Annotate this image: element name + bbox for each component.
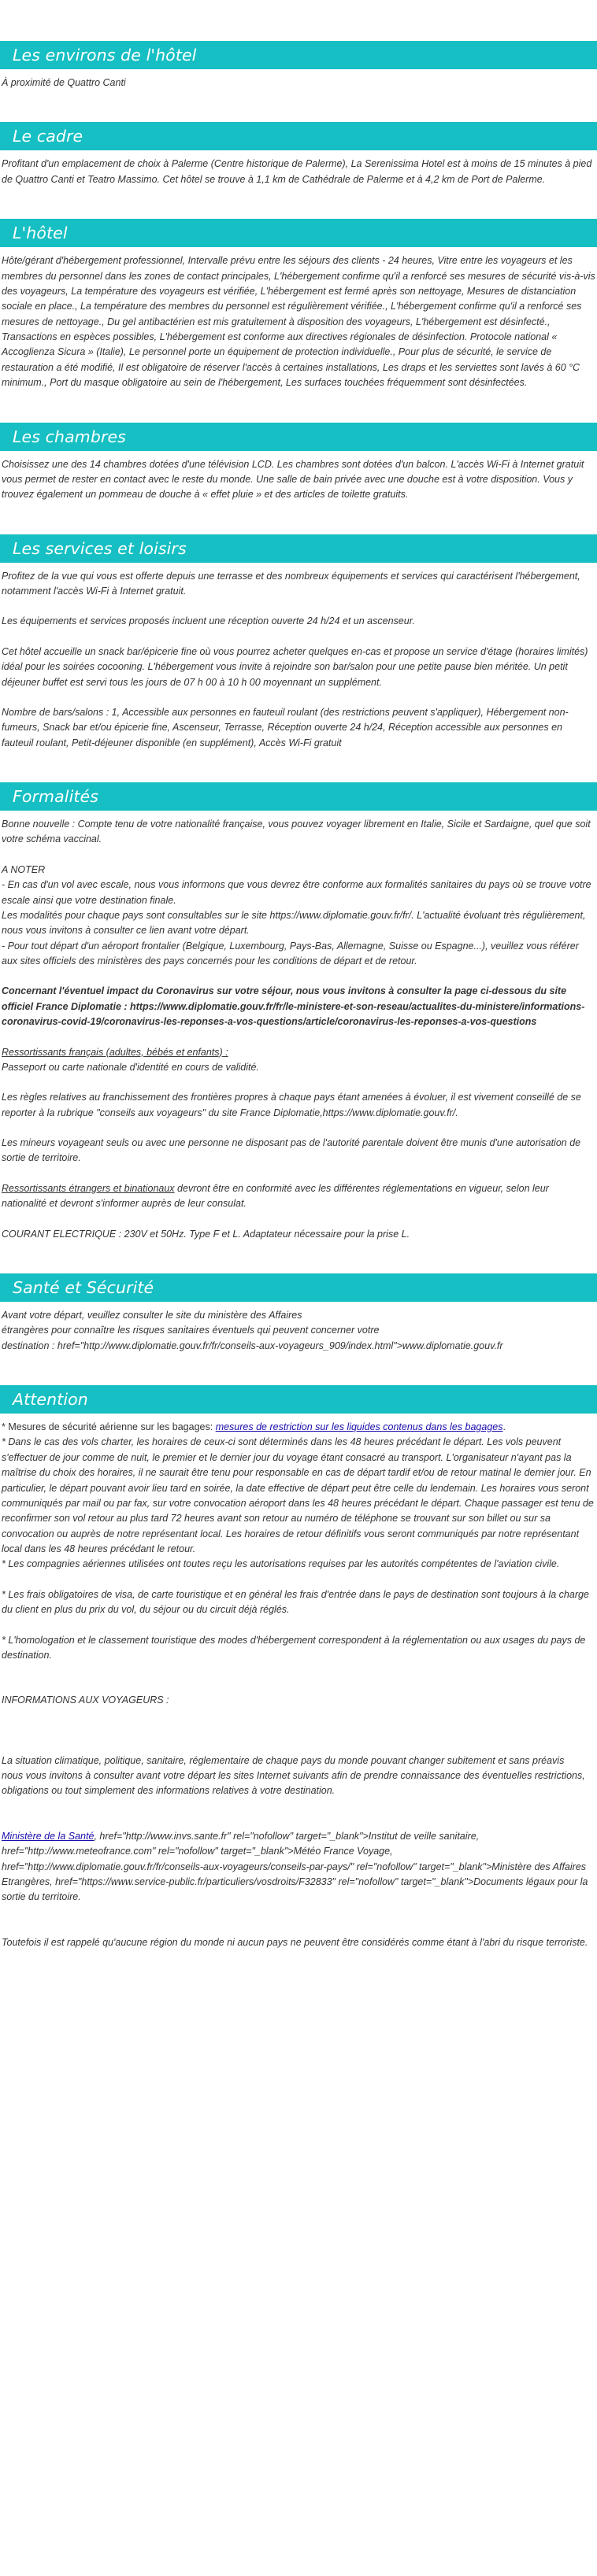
services-paragraph: Profitez de la vue qui vous est offerte depuis une terrasse et des nombreux équipements et services qui caractérisent l'hébergement, notamment l'accès Wi-Fi à Internet gratuit.	[2, 570, 580, 597]
formalites-intro: Bonne nouvelle : Compte tenu de votre nationalité française, vous pouvez voyager librement en Italie, Sicile et Sardaigne, quel que soit votre schéma vaccinal.	[2, 819, 591, 845]
foreign-nationals-title: Ressortissants étrangers et binationaux	[2, 1182, 175, 1194]
section-environs	[0, 41, 597, 91]
section-chambres	[0, 423, 597, 503]
travelers-info-title: INFORMATIONS AUX VOYAGEURS :	[2, 1695, 169, 1706]
travelers-info-text: nous vous invitons à consulter avant votre départ les sites Internet suivants afin de prendre connaissance des éventuelles restrictions, obligations ou tout simplement des informations relatives à votre destination.	[2, 1770, 585, 1797]
travelers-info-text: La situation climatique, politique, sanitaire, réglementaire de chaque pays du monde pouvant changer subitement et sans préavis	[2, 1754, 565, 1766]
cadre-text: Profitant d'un emplacement de choix à Palerme (Centre historique de Palerme), La Serenissima Hotel est à moins de 15 minutes à pied de Quattro Canti et Teatro Massimo. Cet hôtel se trouve à 1,1 km de Cathédrale de Palerme et à 4,2 km de Port de Palerme.	[2, 158, 592, 185]
health-ministry-link[interactable]: Ministère de la Santé	[2, 1830, 95, 1842]
section-title: Formalités	[0, 782, 597, 811]
services-paragraph: Les équipements et services proposés incluent une réception ouverte 24 h/24 et un ascenseur.	[2, 615, 415, 627]
attention-bullet: * Les frais obligatoires de visa, de carte touristique et en général les frais d'entrée dans le pays de destination sont toujours à la charge du client en plus du prix du vol, du séjour ou du circuit déjà réglés.	[2, 1588, 589, 1616]
section-title: Les chambres	[0, 423, 597, 451]
attention-bullet-end: .	[502, 1421, 506, 1432]
section-cadre	[0, 122, 597, 187]
note-line: Les modalités pour chaque pays sont consultables sur le site https://www.diplomatie.gouv.fr/fr/. L'actualité évoluant très régulièrement, nous vous invitons à consulter ce lien avant votre départ.	[2, 909, 586, 937]
covid-notice: Concernant l'éventuel impact du Coronavirus sur votre séjour, nous vous invitons à consulter la page ci-dessous du site officiel France Diplomatie : https://www.diplomatie.gouv.fr/fr/le-ministere-et-son-reseau/actualites-du-ministere/informations-coronavirus-covid-19/coronavirus-les-reponses-a-vos-questions/article/coronavirus-les-reponses-a-vos-questions	[2, 985, 585, 1028]
note-title: A NOTER	[2, 863, 46, 875]
section-title: Les services et loisirs	[0, 534, 597, 563]
note-line: - En cas d'un vol avec escale, nous vous informons que vous devrez être conforme aux formalités sanitaires du pays où se trouve votre escale ainsi que votre destination finale.	[2, 879, 591, 906]
electric-current-text: COURANT ELECTRIQUE : 230V et 50Hz. Type F et L. Adaptateur nécessaire pour la prise L.	[2, 1228, 410, 1240]
sante-line: étrangères pour connaître les risques sanitaires éventuels qui peuvent concerner votre	[2, 1325, 380, 1336]
section-title: Santé et Sécurité	[0, 1273, 597, 1302]
section-title: L'hôtel	[0, 219, 597, 247]
useful-links-text: , href="http://www.invs.sante.fr" rel="nofollow" target="_blank">Institut de veille sanitaire, href="http://www.meteofrance.com" rel="nofollow" target="_blank">Météo France Voyage, href="http://www.diplomatie.gouv.fr/fr/conseils-aux-voyageurs/conseils-par-pays/" rel="nofollow" target="_blank">Ministère des Affaires Etrangères, href="https://www.service-public.fr/particuliers/vosdroits/F32833" rel="nofollow" target="_blank">Documents légaux pour la sortie du territoire.	[2, 1830, 588, 1903]
section-title: Attention	[0, 1385, 597, 1414]
section-services	[0, 534, 597, 751]
section-sante	[0, 1273, 597, 1354]
environs-text: À proximité de Quattro Canti	[2, 77, 126, 88]
section-attention	[0, 1385, 597, 1950]
liquids-restriction-link[interactable]: mesures de restriction sur les liquides contenus dans les bagages	[215, 1421, 503, 1432]
minors-text: Les mineurs voyageant seuls ou avec une personne ne disposant pas de l'autorité parentale doivent être munis d'une autorisation de sortie de territoire.	[2, 1137, 581, 1164]
attention-bullet: * Dans le cas des vols charter, les horaires de ceux-ci sont déterminés dans les 48 heures précédant le départ. Les vols peuvent s'effectuer de jour comme de nuit, le premier et le dernier jour du voyage étant consacré au transport. L'organisateur n'ayant pas la maîtrise du choix des horaires, il ne saurait être tenu pour responsable en cas de départ tardif et/ou de retour matinal le dernier jour. En particulier, le départ pouvant avoir lieu tard en soirée, la date effective de départ peut être celle du lendemain. Les horaires vous seront communiqués par mail ou par fax, sur votre convocation aéroport dans les 48 heures précédant le départ. Chaque passager est tenu de reconfirmer son vol retour au plus tard 72 heures avant son retour au numéro de téléphone se trouvant sur son billet ou sur sa convocation ou auprès de notre représentant local. Les horaires de retour définitifs vous seront communiqués par notre représentant local dans les 48 heures précédant le retour.	[2, 1436, 594, 1554]
sante-line: Avant votre départ, veuillez consulter le site du ministère des Affaires	[2, 1309, 302, 1321]
section-title: Les environs de l'hôtel	[0, 41, 597, 69]
terrorism-notice: Toutefois il est rappelé qu'aucune région du monde ni aucun pays ne peuvent être considérés comme étant à l'abri du risque terroriste.	[2, 1936, 588, 1948]
chambres-text: Choisissez une des 14 chambres dotées d'une télévision LCD. Les chambres sont dotées d'un balcon. L'accès Wi-Fi à Internet gratuit vous permet de rester en contact avec le reste du monde. Une salle de bain privée avec une douche est à votre disposition. Vous y trouvez également un pommeau de douche à « effet pluie » et des articles de toilette gratuits.	[2, 458, 584, 501]
services-paragraph: Cet hôtel accueille un snack bar/épicerie fine où vous pourrez acheter quelques en-cas et propose un service d'étage (horaires limités) idéal pour les soirées cocooning. L'hébergement vous invite à rejoindre son bar/salon pour une petite pause bien méritée. Un petit déjeuner buffet est servi tous les jours de 07 h 00 à 10 h 00 moyennant un supplément.	[2, 645, 588, 688]
section-hotel	[0, 219, 597, 390]
useful-links	[2, 1829, 595, 1905]
attention-bullet	[2, 1420, 595, 1435]
attention-bullet-text: * Mesures de sécurité aérienne sur les bagages:	[2, 1421, 216, 1432]
section-title: Le cadre	[0, 122, 597, 150]
foreign-nationals-body: devront être en conformité avec les différentes réglementations en vigueur, selon leur nationalité et devront s'informer auprès de leur consulat.	[2, 1182, 549, 1210]
note-line: - Pour tout départ d'un aéroport frontalier (Belgique, Luxembourg, Pays-Bas, Allemagne, Suisse ou Espagne...), veuillez vous référer aux sites officiels des ministères des pays concernés pour les conditions de départ et de retour.	[2, 940, 579, 966]
hotel-text: Hôte/gérant d'hébergement professionnel, Intervalle prévu entre les séjours des clients - 24 heures, Vitre entre les voyageurs et les membres du personnel dans les zones de contact principales, L'hébergement confirme qu'il a renforcé ses mesures de sécurité vis-à-vis des voyageurs, La température des voyageurs est vérifiée, L'hébergement est fermé après son nettoyage, Mesures de distanciation sociale en place., La température des membres du personnel est régulièrement vérifiée., L'hébergement confirme qu'il a renforcé ses mesures de nettoyage., Du gel antibactérien est mis gratuitement à disposition des voyageurs, L'hébergement est désinfecté., Transactions en espèces possibles, L'hébergement est conforme aux directives régionales de désinfection. Protocole national « Accoglienza Sicura » (Italie), Le personnel porte un équipement de protection individuelle., Pour plus de sécurité, le service de restauration a été modifié, Il est obligatoire de réserver l'accès à certaines installations, Les draps et les serviettes sont lavés à 60 °C minimum., Port du masque obligatoire au sein de l'hébergement, Les surfaces touchées fréquemment sont désinfectées.	[2, 255, 595, 389]
foreign-nationals-text	[2, 1181, 595, 1212]
french-nationals-title: Ressortissants français (adultes, bébés et enfants) :	[2, 1046, 228, 1058]
section-formalites	[0, 782, 597, 1242]
french-nationals-text: Passeport ou carte nationale d'identité en cours de validité.	[2, 1061, 259, 1073]
attention-bullet: * L'homologation et le classement touristique des modes d'hébergement correspondent à la réglementation ou aux usages du pays de destination.	[2, 1634, 586, 1661]
services-paragraph: Nombre de bars/salons : 1, Accessible aux personnes en fauteuil roulant (des restrictions peuvent s'appliquer), Hébergement non-fumeurs, Snack bar et/ou épicerie fine, Ascenseur, Terrasse, Réception ouverte 24 h/24, Réception accessible aux personnes en fauteuil roulant, Petit-déjeuner disponible (en supplément), Accès Wi-Fi gratuit	[2, 706, 569, 748]
attention-bullet: * Les compagnies aériennes utilisées ont toutes reçu les autorisations requises par les autorités compétentes de l'aviation civile.	[2, 1558, 560, 1570]
border-rules-text: Les règles relatives au franchissement des frontières propres à chaque pays étant amenées à évoluer, il est vivement conseillé de se reporter à la rubrique "conseils aux voyageurs" du site France Diplomatie,https://www.diplomatie.gouv.fr/.	[2, 1092, 581, 1118]
sante-line: destination : href="http://www.diplomatie.gouv.fr/fr/conseils-aux-voyageurs_909/index.html">www.diplomatie.gouv.fr	[2, 1340, 503, 1351]
